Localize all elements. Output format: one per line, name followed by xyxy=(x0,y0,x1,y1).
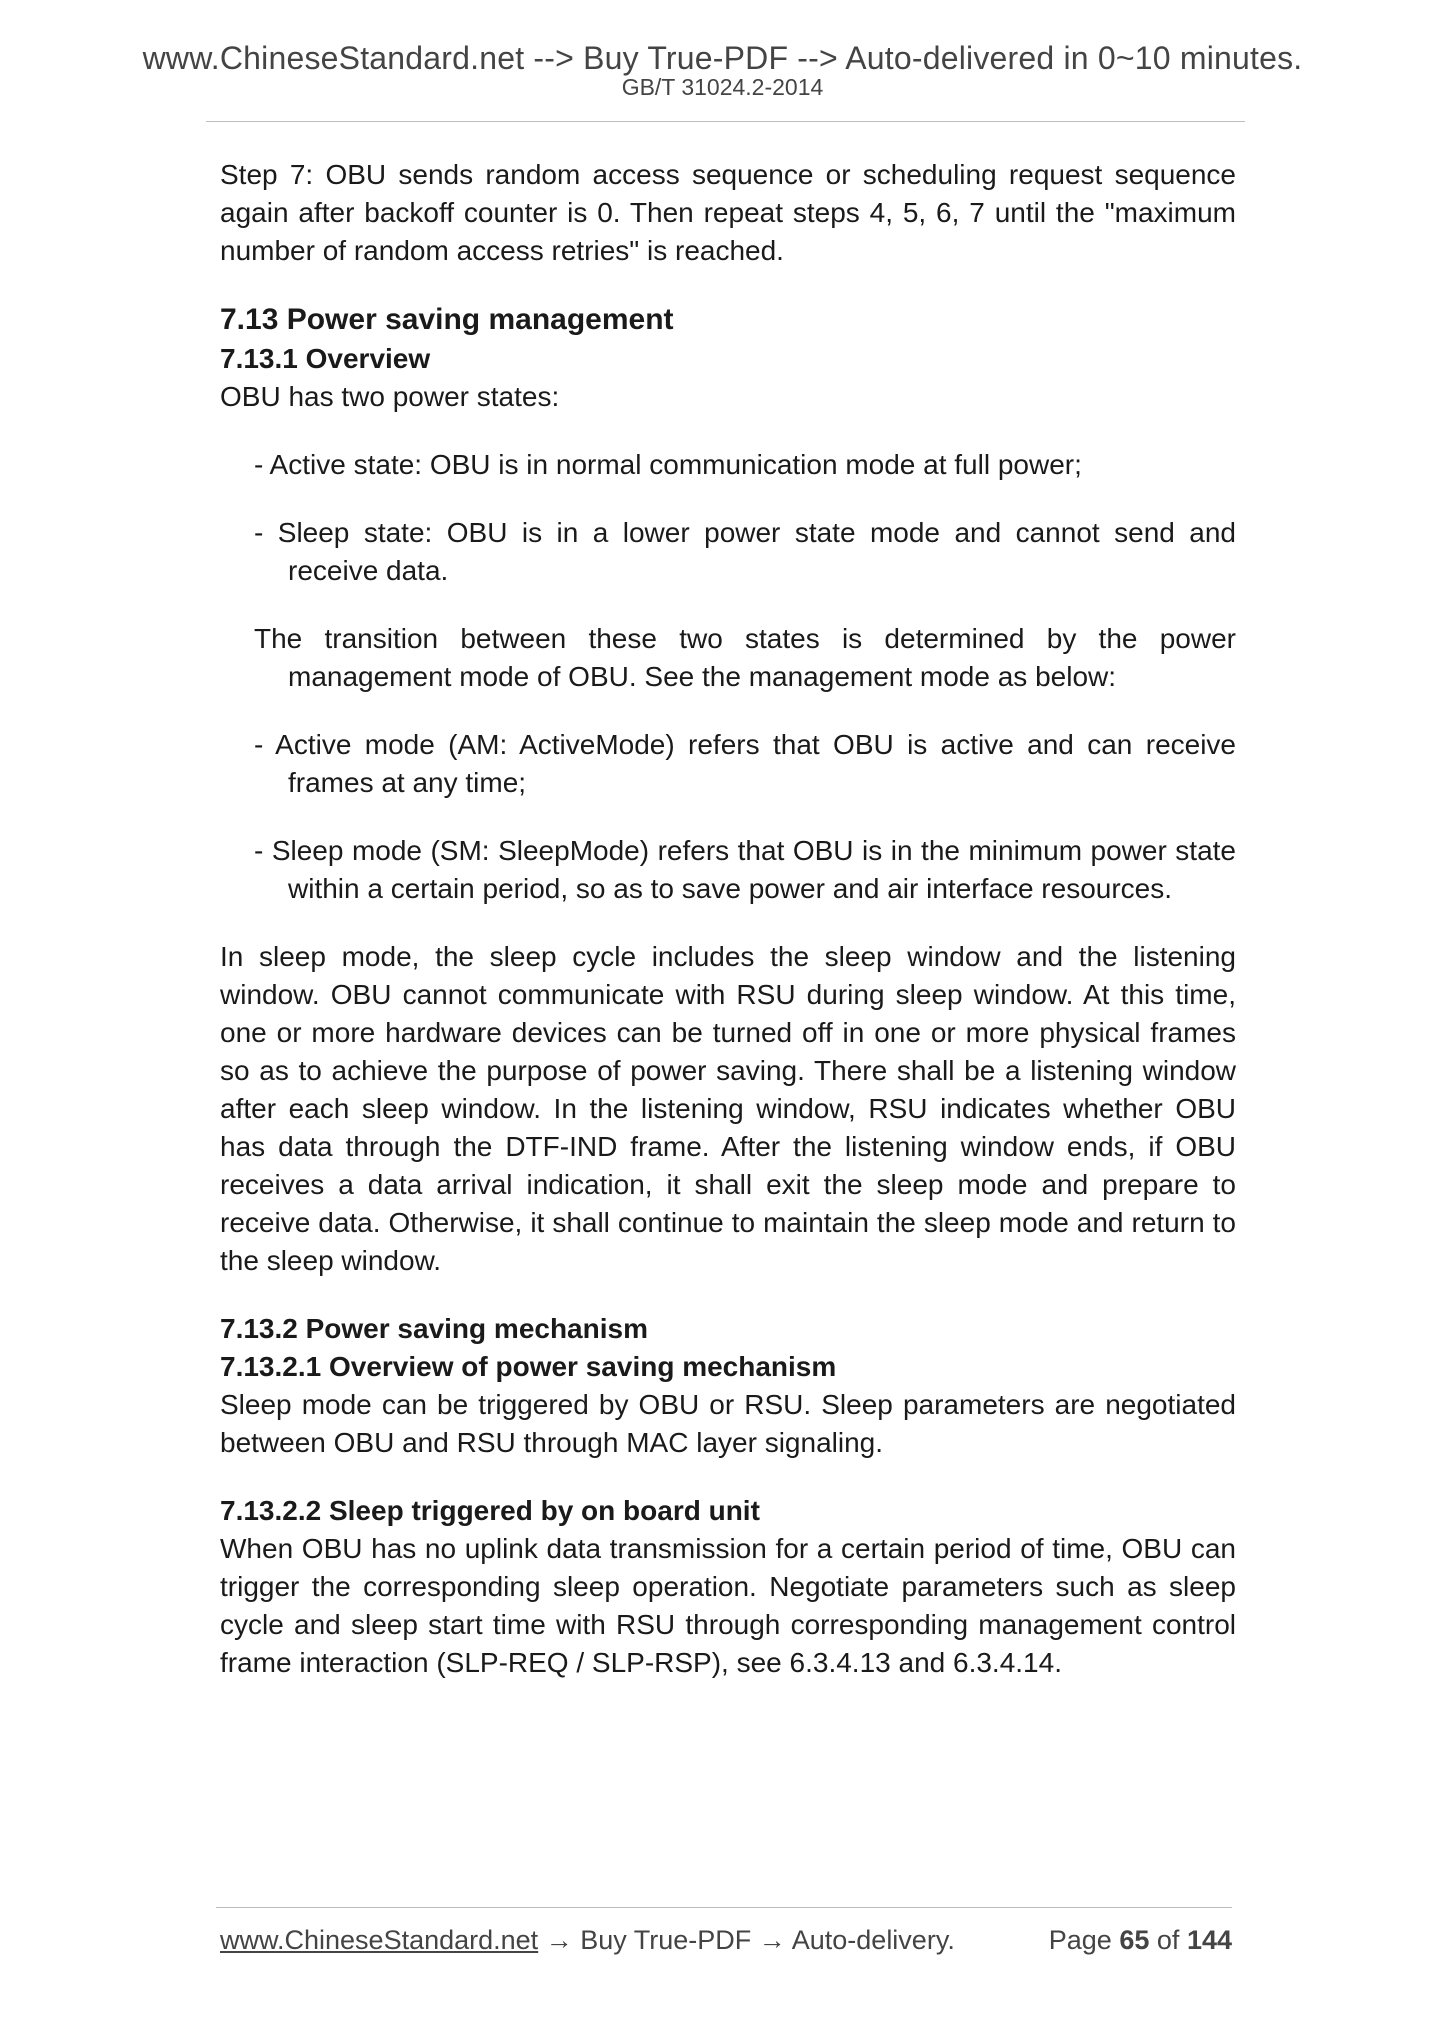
active-mode-item: - Active mode (AM: ActiveMode) refers that OBU is active and can receive frames at any time; xyxy=(254,729,1236,798)
active-state-item: - Active state: OBU is in normal communication mode at full power; xyxy=(254,449,1082,480)
footer-site-link[interactable]: www.ChineseStandard.net xyxy=(220,1925,539,1955)
sleep-trigger-paragraph: Sleep mode can be triggered by OBU or RSU. Sleep parameters are negotiated between OBU and RSU through MAC layer signaling. xyxy=(220,1389,1236,1458)
sleep-cycle-paragraph: In sleep mode, the sleep cycle includes the sleep window and the listening window. OBU cannot communicate with RSU during sleep window. At this time, one or more hardware devices can be turned off in one or more physical frames so as to achieve the purpose of power saving. There shall be a listening window after each sleep window. In the listening window, RSU indicates whether OBU has data through the DTF-IND frame. After the listening window ends, if OBU receives a data arrival indication, it shall exit the sleep mode and prepare to receive data. Otherwise, it shall continue to maintain the sleep mode and return to the sleep window. xyxy=(220,941,1236,1276)
sleep-mode-item: - Sleep mode (SM: SleepMode) refers that OBU is in the minimum power state within a certain period, so as to save power and air interface resources. xyxy=(254,835,1236,904)
document-body xyxy=(220,156,1236,1682)
section-heading-7-13: 7.13 Power saving management xyxy=(220,303,674,336)
section-heading-7-13-2-2: 7.13.2.2 Sleep triggered by on board unit xyxy=(220,1495,760,1526)
header-banner: www.ChineseStandard.net --> Buy True-PDF --> Auto-delivered in 0~10 minutes. xyxy=(142,40,1303,76)
total-pages: 144 xyxy=(1186,1925,1232,1955)
obu-trigger-paragraph: When OBU has no uplink data transmission for a certain period of time, OBU can trigger the corresponding sleep operation. Negotiate parameters such as sleep cycle and sleep start time with RSU through corresponding management control frame interaction (SLP-REQ / SLP-RSP), see 6.3.4.13 and 6.3.4.14. xyxy=(220,1533,1236,1678)
header-divider xyxy=(206,121,1245,122)
power-states-intro: OBU has two power states: xyxy=(220,381,560,412)
footer-divider xyxy=(216,1907,1232,1908)
standard-code: GB/T 31024.2-2014 xyxy=(621,74,824,100)
section-heading-7-13-2-1: 7.13.2.1 Overview of power saving mechanism xyxy=(220,1351,837,1382)
step-7-paragraph: Step 7: OBU sends random access sequence or scheduling request sequence again after backoff counter is 0. Then repeat steps 4, 5, 6, 7 until the "maximum number of random access retries" is reached. xyxy=(220,159,1236,266)
transition-paragraph: The transition between these two states is determined by the power management mode of OBU. See the management mode as below: xyxy=(254,623,1236,692)
section-heading-7-13-1: 7.13.1 Overview xyxy=(220,343,431,374)
of-label: of xyxy=(1156,1925,1180,1955)
page-label: Page xyxy=(1048,1925,1112,1955)
current-page-number: 65 xyxy=(1119,1925,1150,1955)
section-heading-7-13-2: 7.13.2 Power saving mechanism xyxy=(220,1313,648,1344)
page-footer xyxy=(220,1922,1232,1958)
page-indicator xyxy=(1049,1922,1232,1958)
sleep-state-item: - Sleep state: OBU is in a lower power state mode and cannot send and receive data. xyxy=(254,517,1236,586)
footer-delivery-text: → Buy True-PDF → Auto-delivery. xyxy=(538,1925,955,1955)
